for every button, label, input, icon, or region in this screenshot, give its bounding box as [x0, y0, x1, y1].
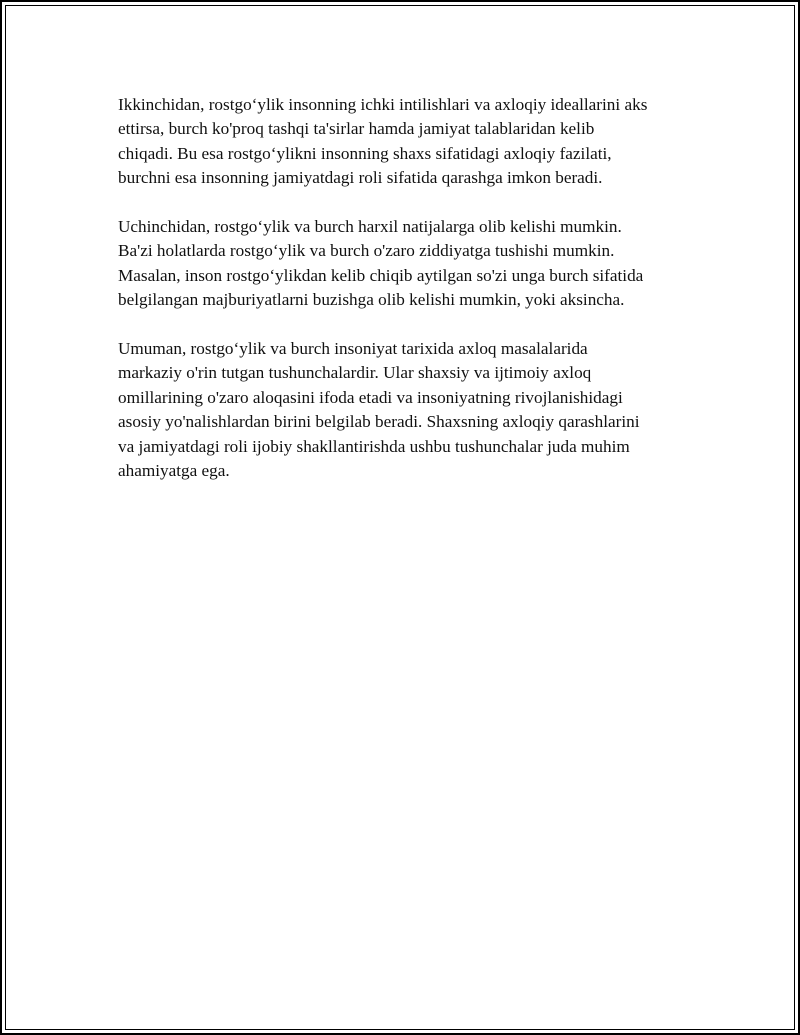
paragraph-line: burchni esa insonning jamiyatdagi roli sifatida qarashga imkon beradi. [118, 168, 603, 188]
paragraph-line: asosiy yo'nalishlardan birini belgilab beradi. Shaxsning axloqiy qarashlarini [118, 412, 640, 432]
paragraph-line: omillarining o'zaro aloqasini ifoda etadi va insoniyatning rivojlanishidagi [118, 387, 623, 407]
paragraph-line: ahamiyatga ega. [118, 461, 230, 481]
paragraph-line: Umuman, rostgo‘ylik va burch insoniyat tarixida axloq masalalarida [118, 339, 588, 359]
paragraph-2 [118, 215, 690, 313]
paragraph-line: Ikkinchidan, rostgo‘ylik insonning ichki intilishlari va axloqiy ideallarini aks [118, 95, 648, 114]
document-body [118, 93, 690, 508]
paragraph-3 [118, 337, 690, 483]
paragraph-line: Masalan, inson rostgo‘ylikdan kelib chiqib aytilgan so'zi unga burch sifatida [118, 265, 644, 285]
paragraph-1 [118, 93, 690, 191]
paragraph-line: Uchinchidan, rostgo‘ylik va burch harxil natijalarga olib kelishi mumkin. [118, 217, 622, 237]
paragraph-line: Ba'zi holatlarda rostgo‘ylik va burch o'zaro ziddiyatga tushishi mumkin. [118, 241, 615, 261]
paragraph-line: va jamiyatdagi roli ijobiy shakllantirishda ushbu tushunchalar juda muhim [118, 436, 630, 456]
paragraph-line: markaziy o'rin tutgan tushunchalardir. Ular shaxsiy va ijtimoiy axloq [118, 363, 592, 383]
paragraph-line: belgilangan majburiyatlarni buzishga olib kelishi mumkin, yoki aksincha. [118, 290, 625, 310]
paragraph-line: chiqadi. Bu esa rostgo‘ylikni insonning shaxs sifatidagi axloqiy fazilati, [118, 143, 612, 163]
paragraph-line: ettirsa, burch ko'proq tashqi ta'sirlar hamda jamiyat talablaridan kelib [118, 119, 595, 139]
